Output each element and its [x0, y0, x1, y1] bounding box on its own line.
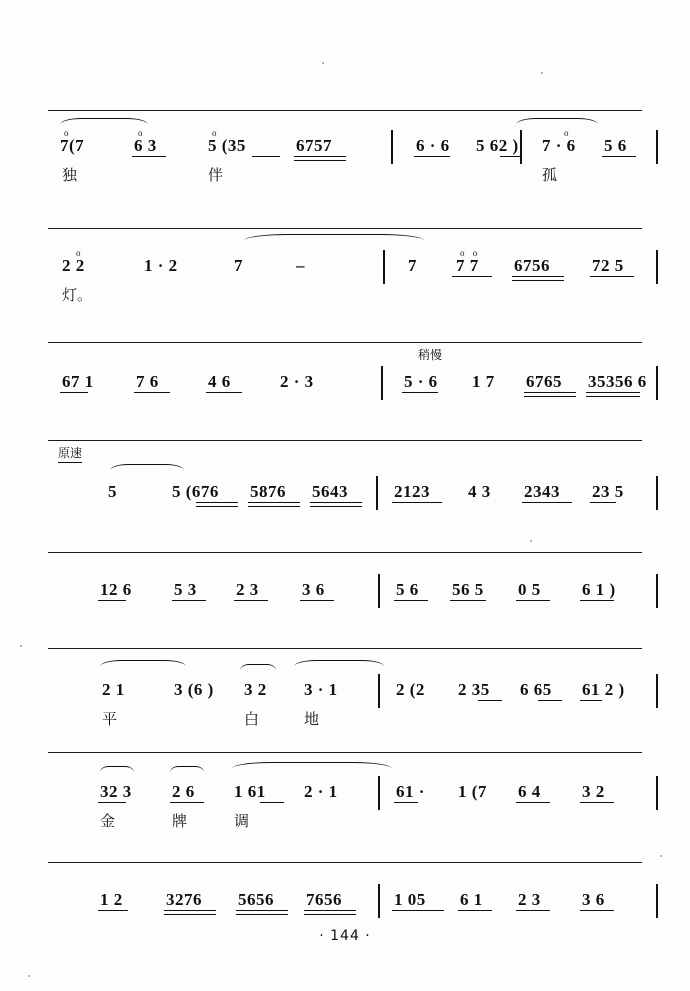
- beam: [602, 156, 636, 157]
- octave-dot: o: [76, 248, 84, 258]
- beam: [236, 914, 288, 915]
- octave-dot: o o: [460, 248, 481, 258]
- music-system-1: [48, 110, 642, 206]
- barline: [378, 884, 380, 918]
- tempo-marking: 原速: [58, 444, 82, 463]
- barline: [520, 130, 522, 164]
- note-group: 1 · 2: [144, 256, 178, 275]
- note-group: 4 3: [468, 482, 491, 501]
- beam: [196, 502, 238, 503]
- system-rule: [48, 752, 642, 753]
- beam: [522, 502, 572, 503]
- note-group: 4 6: [208, 372, 231, 391]
- note-group: 1 2: [100, 890, 123, 909]
- note-group: 7 · 6: [542, 136, 576, 155]
- note-group: 32 3: [100, 782, 132, 801]
- barline: [656, 574, 658, 608]
- note-group: 5 6: [604, 136, 627, 155]
- note-group: 2 3: [518, 890, 541, 909]
- note-group: 23 5: [592, 482, 624, 501]
- beam: [450, 600, 486, 601]
- beam: [310, 502, 362, 503]
- beam: [164, 910, 216, 911]
- note-group: 2 35: [458, 680, 490, 699]
- beam: [172, 600, 206, 601]
- octave-dot: o: [64, 128, 72, 138]
- beam: [394, 802, 418, 803]
- beam: [252, 156, 280, 157]
- barline: [656, 476, 658, 510]
- note-group: 7: [234, 256, 243, 275]
- barline: [376, 476, 378, 510]
- note-group: 1 7: [472, 372, 495, 391]
- note-group: 6 1: [460, 890, 483, 909]
- note-group: 6 1 ): [582, 580, 616, 599]
- music-system-3: [48, 342, 647, 438]
- note-group: 2 2: [62, 256, 85, 275]
- note-group: 72 5: [592, 256, 624, 275]
- scan-speck: [28, 975, 30, 977]
- barline: [656, 776, 658, 810]
- barline: [656, 130, 658, 164]
- beam: [580, 802, 614, 803]
- beam: [294, 156, 346, 157]
- note-group: 3 6: [582, 890, 605, 909]
- note-group: 12 6: [100, 580, 132, 599]
- note-group: 2123: [394, 482, 430, 501]
- scan-speck: [541, 72, 543, 74]
- note-group: 2 6: [172, 782, 195, 801]
- note-group: 3 2: [244, 680, 267, 699]
- note-group: 3 6: [302, 580, 325, 599]
- note-group: 2343: [524, 482, 560, 501]
- beam: [516, 910, 550, 911]
- note-group: 7 6: [136, 372, 159, 391]
- music-system-4: [48, 440, 642, 536]
- beam: [134, 392, 170, 393]
- slur: [244, 234, 424, 247]
- scan-speck: [322, 62, 324, 64]
- beam: [248, 506, 300, 507]
- note-group: 7 7: [456, 256, 479, 275]
- beam: [414, 156, 450, 157]
- lyric: 灯。: [62, 286, 93, 304]
- note-group: 5: [108, 482, 117, 501]
- beam: [236, 910, 288, 911]
- note-group: 6 65: [520, 680, 552, 699]
- beam: [458, 910, 492, 911]
- note-group: –: [296, 256, 305, 275]
- system-rule: [48, 228, 642, 229]
- lyric: 孤: [542, 166, 558, 184]
- octave-dot: o: [138, 128, 146, 138]
- note-group: 5 3: [174, 580, 197, 599]
- note-group: 61 2 ): [582, 680, 625, 699]
- beam: [392, 910, 444, 911]
- beam: [516, 802, 550, 803]
- tempo-marking: 稍慢: [418, 348, 443, 362]
- barline: [656, 366, 658, 400]
- note-group: 5 (676: [172, 482, 219, 501]
- note-group: 7656: [306, 890, 342, 909]
- note-group: 2 · 3: [280, 372, 314, 391]
- beam: [580, 910, 614, 911]
- beam: [516, 600, 550, 601]
- beam: [538, 700, 562, 701]
- note-group: 61 ·: [396, 782, 425, 801]
- beam: [500, 156, 522, 157]
- lyric: 独: [62, 166, 78, 184]
- note-group: 5 · 6: [404, 372, 438, 391]
- lyric: 地: [304, 710, 320, 728]
- note-group: 6 3: [134, 136, 157, 155]
- barline: [383, 250, 385, 284]
- barline: [378, 776, 380, 810]
- note-group: 1 (7: [458, 782, 487, 801]
- beam: [512, 280, 564, 281]
- barline: [656, 674, 658, 708]
- slur: [294, 660, 384, 673]
- beam: [98, 910, 128, 911]
- music-system-7: [48, 752, 642, 848]
- music-system-2: [48, 228, 642, 324]
- beam: [132, 156, 166, 157]
- note-group: 3 · 1: [304, 680, 338, 699]
- beam: [170, 802, 204, 803]
- note-group: 2 · 1: [304, 782, 338, 801]
- beam: [590, 502, 616, 503]
- note-group: 6 4: [518, 782, 541, 801]
- note-group: 7: [408, 256, 417, 275]
- beam: [524, 392, 576, 393]
- music-system-6: [48, 648, 642, 744]
- slur: [170, 766, 204, 779]
- note-group: 3 2: [582, 782, 605, 801]
- barline: [378, 674, 380, 708]
- beam: [248, 502, 300, 503]
- beam: [260, 802, 284, 803]
- beam: [206, 392, 242, 393]
- beam: [392, 502, 442, 503]
- system-rule: [48, 648, 642, 649]
- slur: [100, 660, 186, 673]
- lyric: 调: [234, 812, 250, 830]
- note-group: 67 1: [62, 372, 94, 391]
- barline: [656, 884, 658, 918]
- note-group: 3276: [166, 890, 202, 909]
- slur: [232, 762, 392, 775]
- beam: [196, 506, 238, 507]
- system-rule: [48, 440, 642, 441]
- scan-speck: [660, 855, 662, 857]
- note-group: 7(7: [60, 136, 85, 155]
- slur: [516, 118, 598, 131]
- beam: [394, 600, 428, 601]
- beam: [304, 914, 356, 915]
- beam: [294, 160, 346, 161]
- page-number: · 144 ·: [319, 928, 371, 944]
- lyric: 白: [244, 710, 260, 728]
- scan-speck: [20, 645, 22, 647]
- note-group: 6756: [514, 256, 550, 275]
- barline: [378, 574, 380, 608]
- system-rule: [48, 552, 642, 553]
- system-rule: [48, 110, 642, 111]
- system-rule: [48, 342, 642, 343]
- slur: [110, 464, 184, 477]
- lyric: 牌: [172, 812, 188, 830]
- slur: [100, 766, 134, 779]
- beam: [402, 392, 438, 393]
- note-group: 5 62 ): [476, 136, 519, 155]
- note-group: 5876: [250, 482, 286, 501]
- note-group: 6757: [296, 136, 332, 155]
- beam: [590, 276, 634, 277]
- beam: [98, 600, 126, 601]
- scan-speck: [530, 540, 532, 542]
- note-group: 1 61: [234, 782, 266, 801]
- lyric: 伴: [208, 166, 224, 184]
- note-group: 5 (35: [208, 136, 246, 155]
- note-group: 35356 6: [588, 372, 647, 391]
- note-group: 5 6: [396, 580, 419, 599]
- lyric: 金: [100, 812, 116, 830]
- barline: [656, 250, 658, 284]
- note-group: 6765: [526, 372, 562, 391]
- slur: [240, 664, 276, 677]
- barline: [381, 366, 383, 400]
- beam: [304, 910, 356, 911]
- beam: [452, 276, 492, 277]
- note-group: 2 3: [236, 580, 259, 599]
- note-group: 0 5: [518, 580, 541, 599]
- beam: [60, 392, 88, 393]
- note-group: 2 (2: [396, 680, 425, 699]
- beam: [300, 600, 334, 601]
- lyric: 平: [102, 710, 118, 728]
- note-group: 2 1: [102, 680, 125, 699]
- beam: [586, 392, 640, 393]
- note-group: 1 05: [394, 890, 426, 909]
- beam: [580, 600, 614, 601]
- music-system-5: [48, 552, 642, 648]
- beam: [234, 600, 268, 601]
- beam: [98, 802, 126, 803]
- note-group: 5643: [312, 482, 348, 501]
- beam: [586, 396, 640, 397]
- octave-dot: o: [564, 128, 572, 138]
- beam: [478, 700, 502, 701]
- slur: [60, 118, 148, 131]
- beam: [512, 276, 564, 277]
- note-group: 56 5: [452, 580, 484, 599]
- note-group: 3 (6 ): [174, 680, 214, 699]
- beam: [310, 506, 362, 507]
- beam: [524, 396, 576, 397]
- note-group: 5656: [238, 890, 274, 909]
- note-group: 6 · 6: [416, 136, 450, 155]
- system-rule: [48, 862, 642, 863]
- octave-dot: o: [212, 128, 220, 138]
- beam: [164, 914, 216, 915]
- beam: [580, 700, 602, 701]
- barline: [391, 130, 393, 164]
